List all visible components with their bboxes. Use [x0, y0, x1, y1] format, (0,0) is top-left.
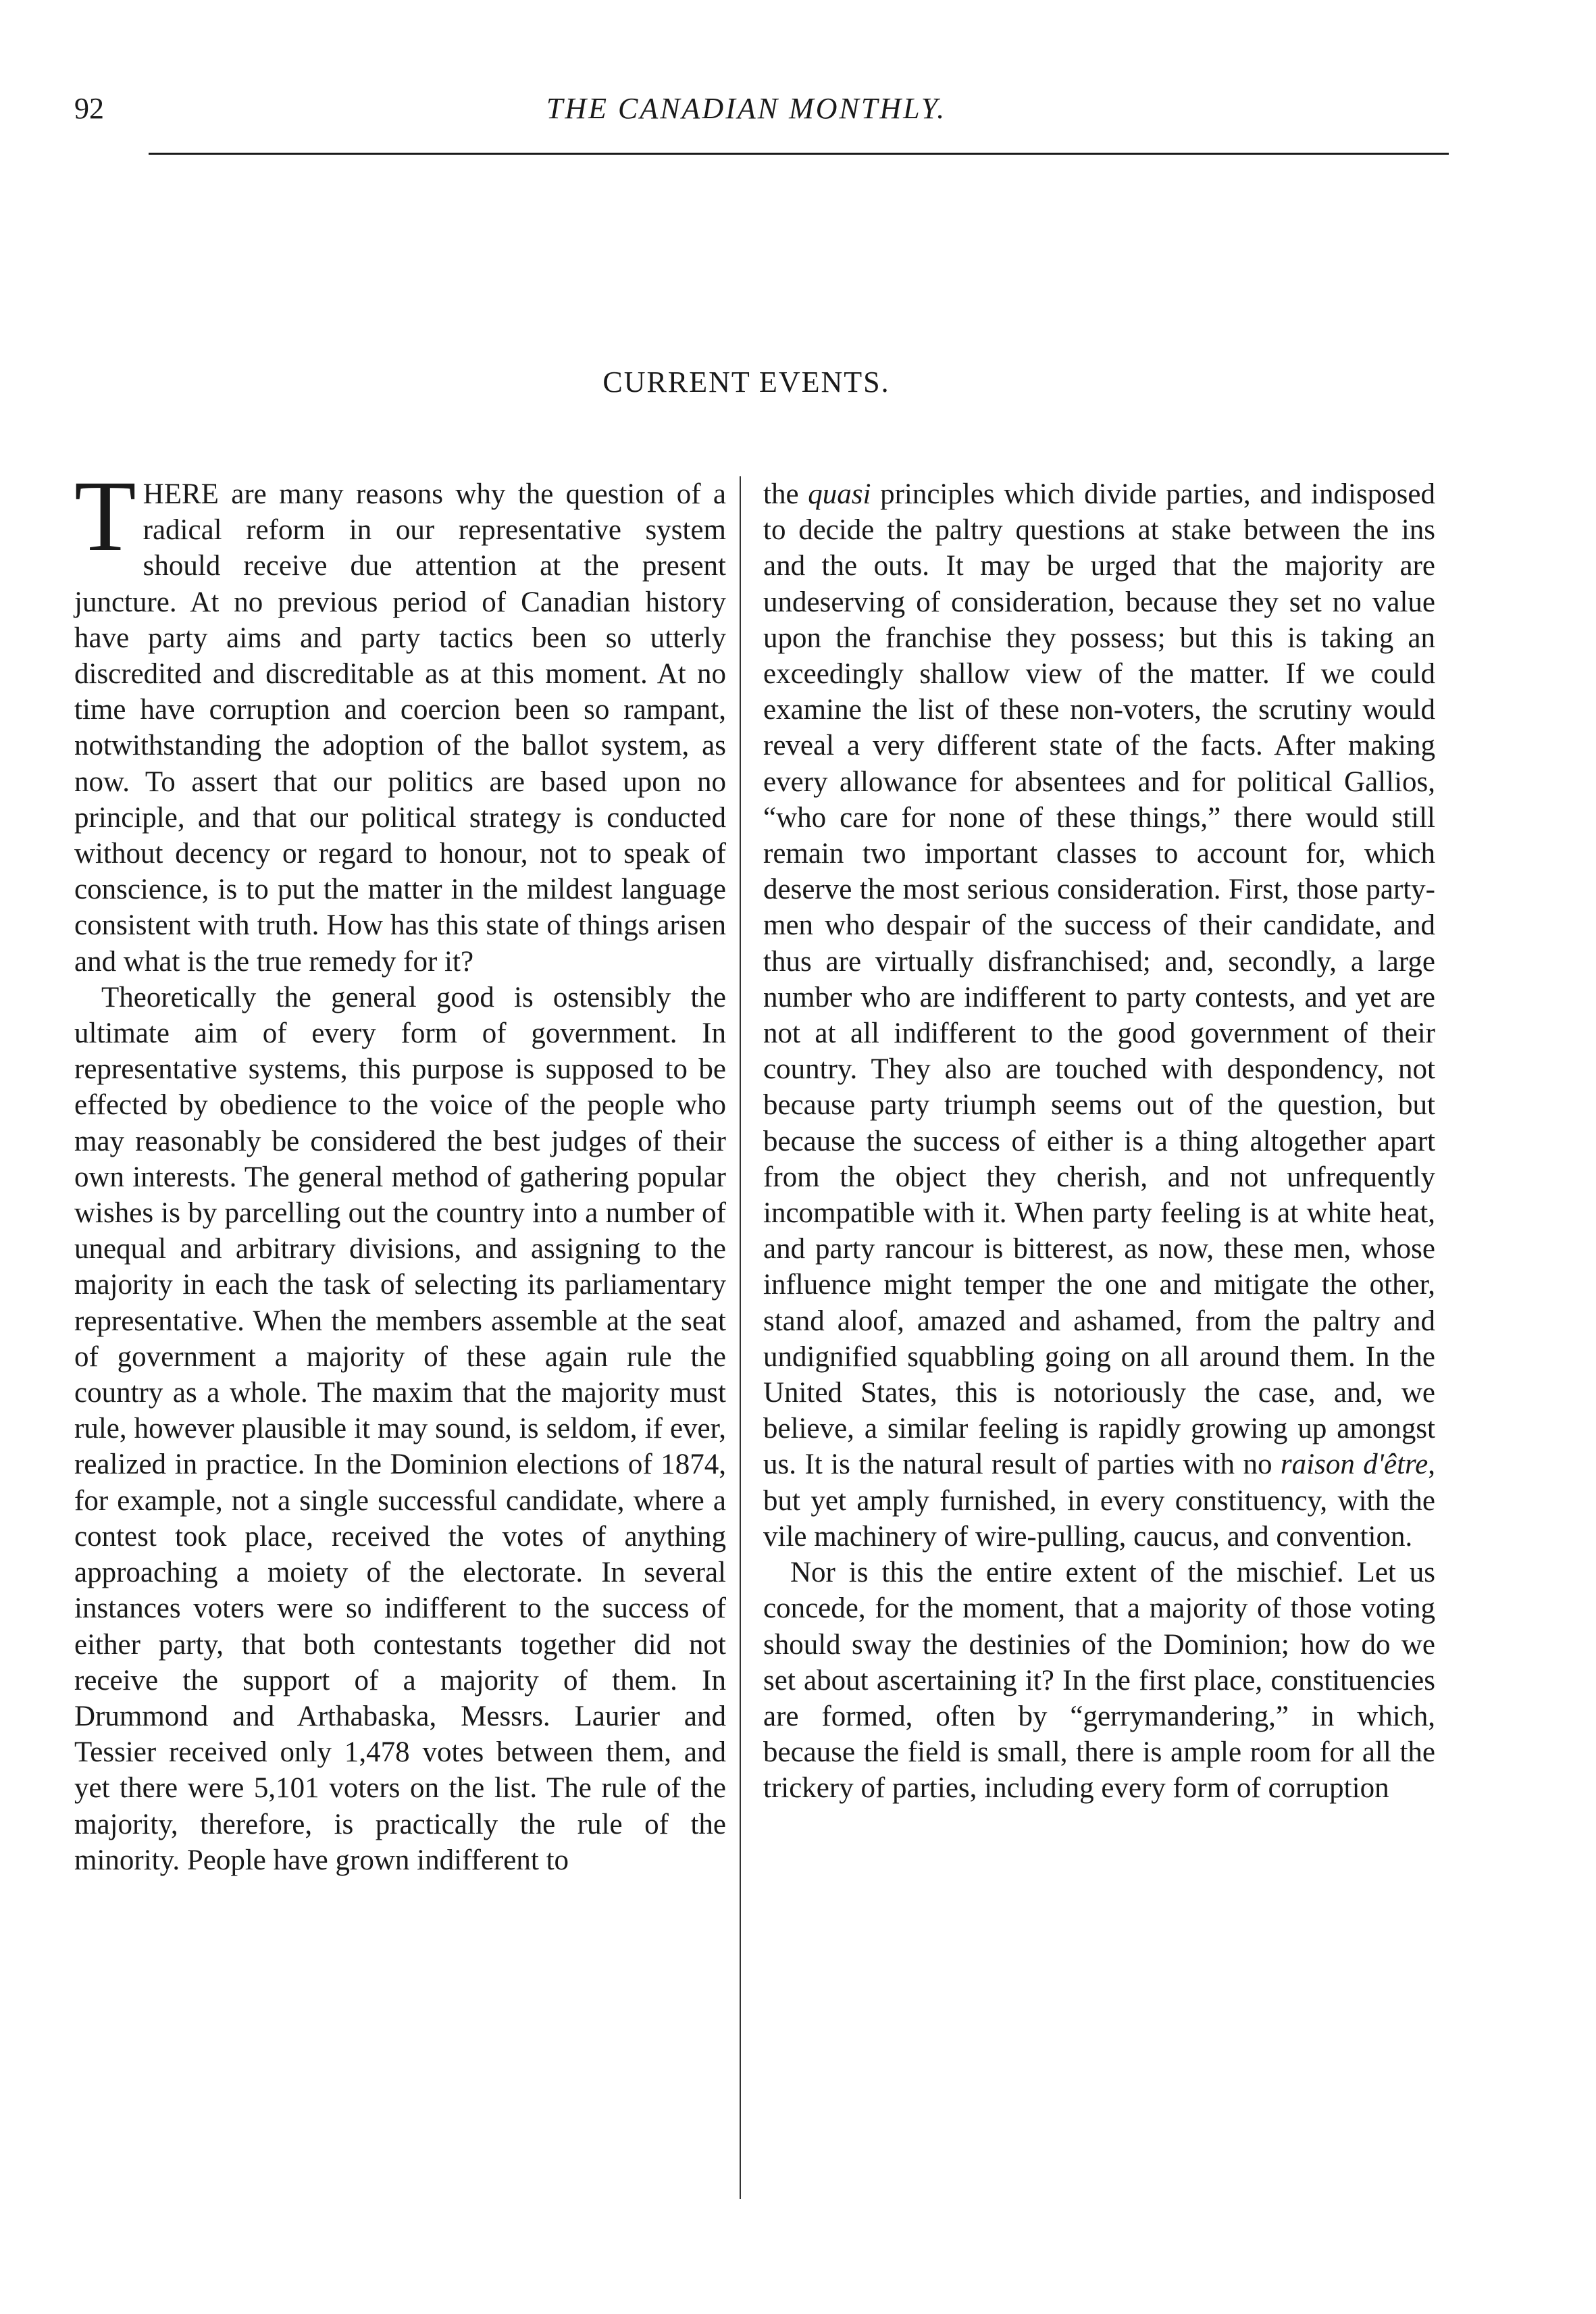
paragraph-2-cont-c: , but yet amply furnished, in every constituency, with the vile machinery of wire-pulling, caucus, and convention.: [763, 1449, 1436, 1553]
italic-raison-detre: raison d'être: [1280, 1449, 1428, 1481]
header-rule: [149, 153, 1449, 155]
italic-quasi: quasi: [808, 478, 871, 510]
paragraph-1-text: HERE are many reasons why the question of a radical reform in our representative system should receive due attention at the present juncture. At no previous period of Canadian history have party aims and party tactics been so utterly discredited and discreditable as at this moment. At no time have corruption and coercion been so rampant, notwithstanding the adoption of the ballot system, as now. To assert that our politics are based upon no principle, and that our political strategy is conducted without decency or regard to honour, not to speak of conscience, is to put the matter in the mildest language consistent with truth. How has this state of things arisen and what is the true remedy for it?: [74, 478, 726, 978]
paragraph-1: [74, 460, 726, 980]
right-column: [763, 476, 1435, 1807]
document-page: [74, 81, 1436, 2243]
left-column: [74, 460, 726, 1878]
paragraph-3: Nor is this the entire extent of the mischief. Let us concede, for the moment, that a majority of those voting should sway the destinies of the Dominion; how do we set about ascertaining it? In the first place, constituencies are formed, often by “gerrymandering,” in which, because the field is small, there is ample room for all the trickery of parties, including every form of corruption: [763, 1557, 1435, 1805]
paragraph-2-cont-a: the: [763, 478, 808, 510]
article-body: [74, 460, 1449, 2213]
section-title: CURRENT EVENTS.: [602, 366, 890, 399]
paragraph-2-cont-b: principles which divide parties, and indisposed to decide the paltry questions at stake between the ins and the outs. It may be urged that the majority are undeserving of consideration, because they set no value upon the franchise they possess; but this is taking an exceedingly shallow view of the matter. If we could examine the list of these non-voters, the scrutiny would reveal a very different state of the facts. After making every allowance for absentees and for political Gallios, “who care for none of these things,” there would still remain two important classes to account for, which deserve the most serious consideration. First, those partymen who despair of the success of their candidate, and thus are virtually disfranchised; and, secondly, a large number who are indifferent to party contests, and yet are not at all indifferent to the good government of their country. They also are touched with despondency, not because party triumph seems out of the question, but because the success of either is a thing altogether apart from the object they cherish, and not unfrequently incompatible with it. When party feeling is at white heat, and party rancour is bitterest, as now, these men, whose influence might temper the one and mitigate the other, stand aloof, amazed and ashamed, from the paltry and undignified squabbling going on all around them. In the United States, this is notoriously the case, and, we believe, a similar feeling is rapidly growing up amongst us. It is the natural result of parties with no: [763, 478, 1435, 1481]
page-number: 92: [74, 92, 104, 125]
paragraph-2: Theoretically the general good is ostensibly the ultimate aim of every form of government. In representative systems, this purpose is supposed to be effected by obedience to the voice of the people who may reasonably be considered the best judges of their own interests. The general method of gathering popular wishes is by parcelling out the country into a number of unequal and arbitrary divisions, and assigning to the majority in each the task of selecting its parliamentary representative. When the members assemble at the seat of government a majority of these again rule the country as a whole. The maxim that the majority must rule, however plausible it may sound, is seldom, if ever, realized in practice. In the Dominion elections of 1874, for example, not a single successful candidate, where a contest took place, received the votes of anything approaching a moiety of the electorate. In several instances voters were so indifferent to the success of either party, that both contestants together did not receive the support of a majority of them. In Drummond and Arthabaska, Messrs. Laurier and Tessier received only 1,478 votes between them, and yet there were 5,101 voters on the list. The rule of the majority, therefore, is practically the rule of the minority. People have grown indifferent to: [74, 981, 726, 1876]
column-divider: [740, 476, 741, 2199]
journal-title: THE CANADIAN MONTHLY.: [546, 92, 947, 125]
drop-cap: T: [74, 460, 136, 572]
paragraph-2-continued: [763, 476, 1435, 1555]
running-header: [74, 81, 1418, 142]
